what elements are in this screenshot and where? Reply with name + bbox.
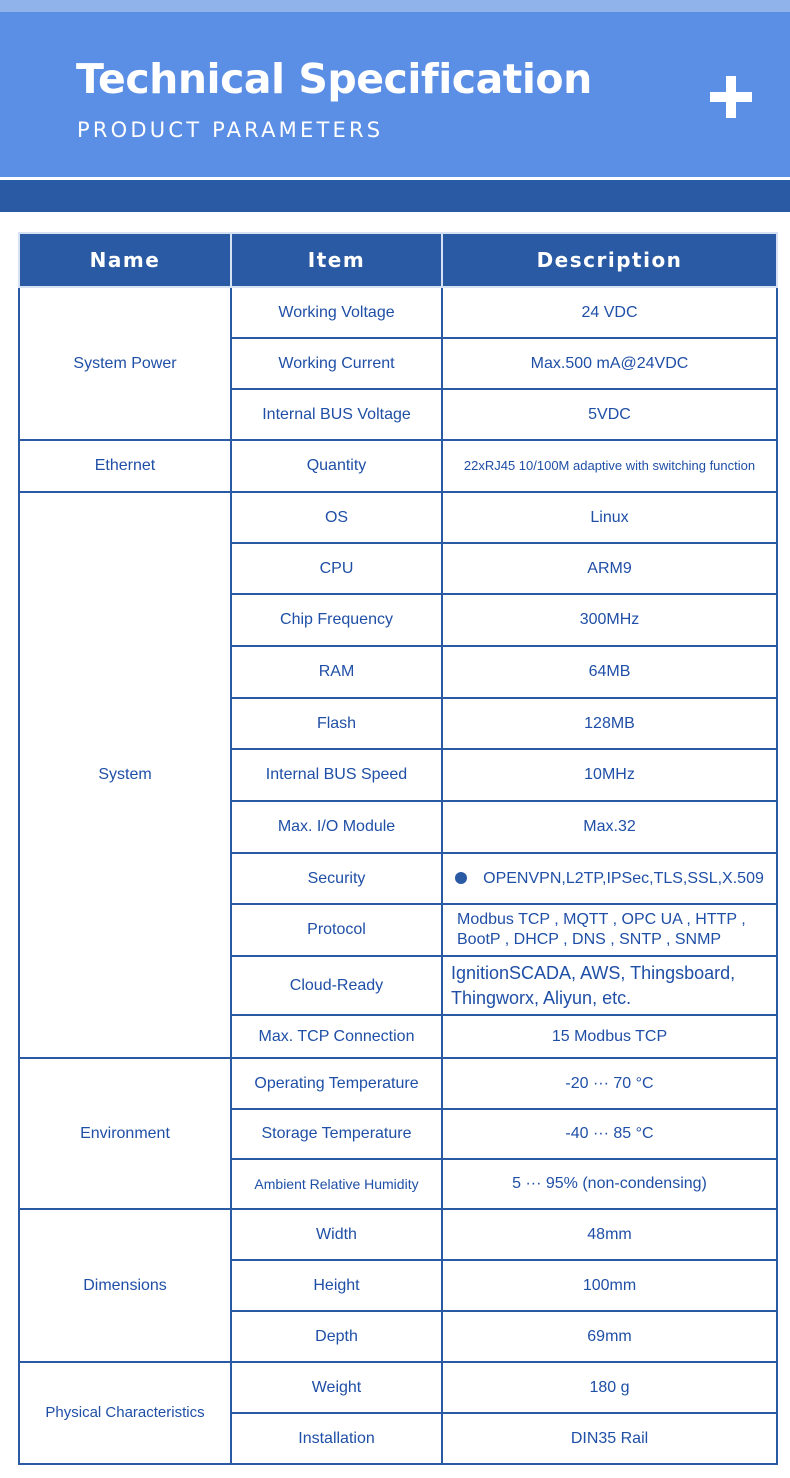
- description-cell: 180 g: [442, 1362, 777, 1413]
- item-cell: Installation: [231, 1413, 442, 1464]
- table-row: [19, 287, 777, 338]
- table-row: [19, 440, 777, 492]
- group-name-environment: Environment: [19, 1058, 231, 1209]
- group-name-dimensions: Dimensions: [19, 1209, 231, 1362]
- description-cell: 22xRJ45 10/100M adaptive with switching function: [442, 440, 777, 492]
- item-cell: RAM: [231, 646, 442, 698]
- item-cell: Working Current: [231, 338, 442, 389]
- table-row: [19, 1362, 777, 1413]
- item-cell: Max. I/O Module: [231, 801, 442, 853]
- description-cell: -20 ··· 70 °C: [442, 1058, 777, 1109]
- description-cell: 5VDC: [442, 389, 777, 440]
- cloud-line-1: IgnitionSCADA, AWS, Thingsboard,: [451, 962, 736, 983]
- description-cell: 24 VDC: [442, 287, 777, 338]
- item-cell: Storage Temperature: [231, 1109, 442, 1159]
- column-header-name: Name: [19, 233, 231, 287]
- item-cell: Operating Temperature: [231, 1058, 442, 1109]
- table-row: [19, 1209, 777, 1260]
- item-cell: Flash: [231, 698, 442, 749]
- protocol-line-2: BootP , DHCP , DNS , SNTP , SNMP: [457, 931, 722, 948]
- page-title: Technical Specification: [76, 55, 592, 103]
- group-name-ethernet: Ethernet: [19, 440, 231, 492]
- description-cell: Max.500 mA@24VDC: [442, 338, 777, 389]
- item-cell: Height: [231, 1260, 442, 1311]
- description-cell: 15 Modbus TCP: [442, 1015, 777, 1058]
- table-header-row: [19, 233, 777, 287]
- header-band: [0, 180, 790, 212]
- item-cell: Security: [231, 853, 442, 904]
- group-name-system-power: System Power: [19, 287, 231, 440]
- group-name-physical-characteristics: Physical Characteristics: [19, 1362, 231, 1464]
- item-cell: Cloud-Ready: [231, 956, 442, 1015]
- description-cell: 300MHz: [442, 594, 777, 646]
- item-cell: Max. TCP Connection: [231, 1015, 442, 1058]
- item-cell: Internal BUS Speed: [231, 749, 442, 801]
- cloud-line-2: Thingworx, Aliyun, etc.: [451, 987, 632, 1008]
- description-cell: 64MB: [442, 646, 777, 698]
- item-cell: CPU: [231, 543, 442, 594]
- description-cell: [442, 956, 777, 1015]
- description-cell: [442, 853, 777, 904]
- item-cell: Quantity: [231, 440, 442, 492]
- description-cell: [442, 904, 777, 956]
- description-cell: Max.32: [442, 801, 777, 853]
- column-header-item: Item: [231, 233, 442, 287]
- column-header-description: Description: [442, 233, 777, 287]
- bullet-icon: [455, 872, 467, 884]
- item-cell: Internal BUS Voltage: [231, 389, 442, 440]
- description-cell: 10MHz: [442, 749, 777, 801]
- description-cell: ARM9: [442, 543, 777, 594]
- table-row: [19, 492, 777, 543]
- protocol-line-1: Modbus TCP , MQTT , OPC UA , HTTP ,: [457, 911, 746, 928]
- description-cell: DIN35 Rail: [442, 1413, 777, 1464]
- item-cell: Chip Frequency: [231, 594, 442, 646]
- description-cell: Linux: [442, 492, 777, 543]
- table-row: [19, 1058, 777, 1109]
- security-protocols-text: OPENVPN,L2TP,IPSec,TLS,SSL,X.509: [483, 869, 764, 887]
- group-name-system: System: [19, 492, 231, 1058]
- item-cell: Protocol: [231, 904, 442, 956]
- description-cell: 69mm: [442, 1311, 777, 1362]
- spec-table: [18, 232, 778, 1465]
- description-cell: 100mm: [442, 1260, 777, 1311]
- header-banner: [0, 12, 790, 177]
- description-cell: 5 ··· 95% (non-condensing): [442, 1159, 777, 1209]
- top-accent-strip: [0, 0, 790, 12]
- plus-icon[interactable]: [710, 76, 752, 118]
- description-cell: 128MB: [442, 698, 777, 749]
- description-cell: 48mm: [442, 1209, 777, 1260]
- page-subtitle: PRODUCT PARAMETERS: [77, 118, 384, 142]
- item-cell: OS: [231, 492, 442, 543]
- item-cell: Working Voltage: [231, 287, 442, 338]
- item-cell: Depth: [231, 1311, 442, 1362]
- description-cell: -40 ··· 85 °C: [442, 1109, 777, 1159]
- item-cell: Weight: [231, 1362, 442, 1413]
- item-cell: Ambient Relative Humidity: [231, 1159, 442, 1209]
- item-cell: Width: [231, 1209, 442, 1260]
